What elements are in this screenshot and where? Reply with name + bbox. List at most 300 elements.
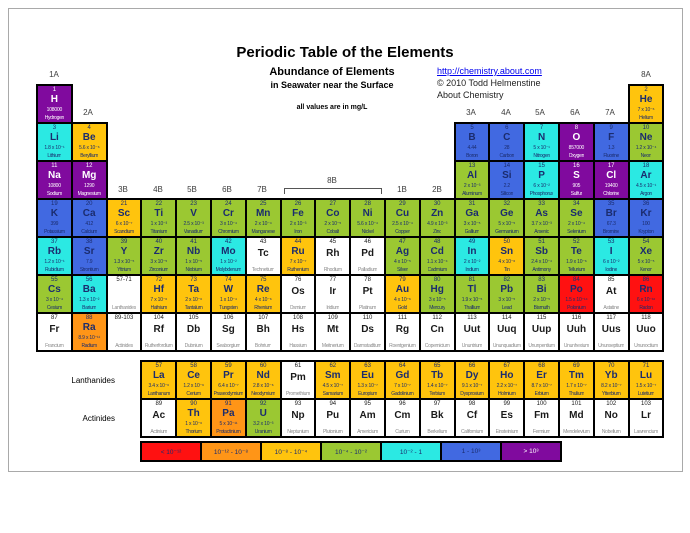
atomic-number: 86 (642, 277, 650, 283)
element-symbol: Dy (465, 370, 479, 381)
element-cell-Re (245, 274, 282, 314)
element-symbol: V (190, 208, 197, 219)
element-symbol: Np (291, 410, 305, 421)
element-symbol: Au (395, 284, 410, 295)
atomic-number: 60 (259, 363, 267, 369)
element-name: Boron (466, 153, 478, 159)
element-name: Ununtrium (461, 343, 483, 349)
abundance-value: 1 x 10⁻² (220, 259, 237, 265)
element-cell-Ho (488, 360, 525, 400)
element-cell-Rb (36, 236, 73, 276)
abundance-value: 1.3 x 10⁻² (79, 297, 100, 303)
atomic-number: 58 (190, 363, 197, 369)
element-symbol: Am (359, 410, 376, 421)
atomic-number: 105 (188, 315, 199, 321)
element-symbol: Tc (257, 248, 269, 259)
element-name: Roentgenium (389, 343, 416, 349)
group-label-6b: 6B (222, 185, 232, 194)
atomic-number: 112 (432, 315, 442, 321)
element-cell-Db (175, 312, 212, 352)
element-cell-Eu (349, 360, 386, 400)
atomic-number: 55 (51, 277, 58, 283)
element-name: Antimony (532, 267, 551, 273)
element-symbol: Ds (361, 324, 374, 335)
element-name: Zirconium (149, 267, 169, 273)
element-cell-Ta (175, 274, 212, 314)
abundance-value: 1.1 x 10⁻⁴ (426, 259, 448, 265)
element-name: Hassium (289, 343, 307, 349)
abundance-value: 7 x 10⁻⁷ (289, 259, 307, 265)
element-name: Ununhexium (563, 343, 589, 349)
element-name: Hydrogen (44, 115, 65, 121)
element-symbol: Sr (83, 246, 95, 257)
abundance-value: 6 x 10⁻² (603, 259, 620, 265)
atomic-number: 73 (190, 277, 197, 283)
element-name: Rhenium (254, 305, 273, 311)
element-name: Copernicium (424, 343, 450, 349)
element-cell-Fe (280, 198, 317, 238)
atomic-number: 39 (120, 239, 128, 245)
element-cell-Sc (106, 198, 143, 238)
group-label-5a: 5A (535, 108, 545, 117)
element-cell-Pb (488, 274, 525, 314)
element-name: Bohrium (254, 343, 272, 349)
element-cell-No (593, 398, 630, 438)
element-name: Actinides (115, 342, 133, 349)
element-symbol: Lu (639, 370, 653, 381)
element-name: Ruthenium (287, 267, 309, 273)
element-name: Californium (460, 429, 483, 435)
element-name: Iridium (326, 305, 340, 311)
abundance-value: 28 (504, 145, 510, 151)
group-8b-bracket (284, 188, 382, 194)
element-cell-In (454, 236, 491, 276)
element-name: Titanium (150, 229, 168, 235)
element-cell-Cl (593, 160, 630, 200)
element-cell-Ru (280, 236, 317, 276)
group-label-5b: 5B (187, 185, 197, 194)
atomic-number: 78 (364, 277, 371, 283)
element-cell-Rh (314, 236, 351, 276)
abundance-value: 2.2 x 10⁻⁷ (496, 383, 517, 389)
element-name: Lutetium (637, 391, 655, 397)
element-cell-Rg (384, 312, 421, 352)
abundance-value: 2.5 x 10⁻³ (183, 221, 204, 227)
atomic-number: 42 (225, 239, 232, 245)
element-name: Dysprosium (460, 391, 484, 397)
element-name: Europium (358, 391, 378, 397)
element-name: Actinium (150, 429, 168, 435)
abundance-value: 4.5 x 10⁻¹ (635, 183, 657, 189)
element-name: Terbium (429, 391, 446, 397)
atomic-number: 118 (641, 315, 651, 321)
atomic-number: 45 (329, 239, 337, 245)
atomic-number: 69 (573, 363, 580, 369)
abundance-value: 3 x 10⁻⁴ (45, 297, 63, 303)
element-cell-Cn (419, 312, 456, 352)
actinides-row-label: Actinides (82, 414, 115, 423)
element-symbol: Ru (291, 246, 305, 257)
element-symbol: Db (186, 324, 201, 335)
element-cell-Tc (245, 236, 282, 276)
element-symbol: Ba (82, 284, 96, 295)
element-cell-Ca (71, 198, 108, 238)
element-cell-Ds (349, 312, 386, 352)
element-cell-Ac (140, 398, 177, 438)
abundance-value: 3 x 10⁻⁵ (498, 297, 516, 303)
element-symbol: C (503, 132, 511, 143)
element-name: Dubnium (184, 343, 203, 349)
atomic-number: 63 (364, 363, 371, 369)
element-name: Neptunium (287, 429, 309, 435)
element-name: Phosphorus (529, 191, 554, 197)
element-symbol: Hg (430, 284, 444, 295)
atomic-number: 68 (538, 363, 545, 369)
abundance-value: 5 x 10⁻¹ (533, 145, 550, 151)
element-symbol: Cn (430, 324, 444, 335)
element-cell-Sb (523, 236, 560, 276)
atomic-number: 107 (258, 315, 269, 321)
abundance-value: 4.9 x 10⁻³ (427, 221, 448, 227)
atomic-number: 94 (329, 401, 337, 407)
element-name: Gallium (464, 229, 480, 235)
group-label-8b: 8B (327, 176, 337, 185)
element-cell-W (210, 274, 247, 314)
abundance-value: 1 x 10⁻⁴ (219, 297, 237, 303)
element-symbol: Pu (326, 410, 340, 421)
atomic-number: 33 (538, 201, 545, 207)
element-name: Thulium (568, 391, 585, 397)
element-name: Rubidium (45, 267, 64, 273)
element-symbol: Pd (361, 248, 374, 259)
element-cell-B (454, 122, 491, 162)
element-symbol: Uuq (497, 324, 517, 335)
atomic-number: 14 (503, 163, 511, 169)
atomic-number: 16 (573, 163, 580, 169)
element-name: Darmstadtium (353, 343, 382, 349)
element-name: Neodymium (251, 391, 276, 397)
abundance-value: 4 x 10⁻⁵ (394, 259, 411, 265)
atomic-number: 85 (607, 277, 615, 283)
element-symbol: Ho (500, 370, 514, 381)
atomic-number: 90 (190, 401, 197, 407)
abundance-value: 7 x 10⁻⁶ (150, 297, 168, 303)
element-cell-Pr (210, 360, 247, 400)
element-name: Carbon (499, 153, 515, 159)
element-name: Lithium (47, 153, 62, 159)
atomic-number: 2 (644, 87, 648, 93)
element-symbol: Kr (640, 208, 652, 219)
element-name: Praseodymium (213, 391, 244, 397)
element-symbol: Nd (256, 370, 270, 381)
group-label-3b: 3B (118, 185, 128, 194)
atomic-number: 99 (503, 401, 511, 407)
element-symbol: Uuo (636, 324, 656, 335)
chemistry-about-link[interactable]: http://chemistry.about.com (437, 66, 542, 76)
element-cell-Cf (454, 398, 491, 438)
element-name: Rutherfordium (144, 343, 173, 349)
subtitle-seawater: in Seawater near the Surface (270, 80, 394, 90)
atomic-number: 31 (468, 201, 476, 207)
element-name: Arsenic (534, 229, 549, 235)
element-name: Ununquadium (492, 343, 521, 349)
atomic-number: 89-103 (114, 315, 134, 321)
element-cell-S (558, 160, 595, 200)
element-name: Oxygen (568, 153, 585, 159)
atomic-number: 52 (573, 239, 580, 245)
element-symbol: Sg (222, 324, 235, 335)
atomic-number: 110 (362, 315, 373, 321)
element-name: Magnesium (77, 191, 101, 197)
element-name: Protactinium (216, 429, 241, 435)
atomic-number: 5 (470, 125, 474, 131)
element-name: Erbium (534, 391, 549, 397)
element-name: Holmium (497, 391, 516, 397)
element-name: Polonium (567, 305, 586, 311)
element-name: Platinum (359, 305, 377, 311)
element-symbol: Zn (431, 208, 444, 219)
atomic-number: 93 (294, 401, 302, 407)
element-cell-I (593, 236, 630, 276)
element-symbol: Sb (535, 246, 548, 257)
element-name: Ytterbium (601, 391, 621, 397)
atomic-number: 57-71 (116, 277, 132, 283)
element-symbol: No (604, 410, 618, 421)
element-symbol: Ni (362, 208, 373, 219)
atomic-number: 26 (294, 201, 302, 207)
element-name: Hafnium (150, 305, 168, 311)
element-name: Niobium (185, 267, 202, 273)
atomic-number: 117 (606, 315, 616, 321)
legend-item-cyan: 10⁻² - 1 (380, 441, 442, 462)
abundance-value: 9.1 x 10⁻⁷ (461, 383, 483, 389)
atomic-number: 43 (259, 239, 267, 245)
element-symbol: Yb (604, 370, 618, 381)
element-name: Indium (465, 267, 479, 273)
atomic-number: 75 (259, 277, 267, 283)
element-cell-57-71 (106, 274, 143, 314)
element-cell-P (523, 160, 560, 200)
group-label-1a: 1A (49, 70, 59, 79)
abundance-value: 5 x 10⁻⁵ (498, 221, 516, 227)
element-name: Gold (397, 305, 408, 311)
atomic-number: 89 (155, 401, 163, 407)
element-symbol: Cd (430, 246, 444, 257)
element-name: Fermium (532, 429, 551, 435)
abundance-value: 2.8 x 10⁻⁶ (252, 383, 274, 389)
element-symbol: Cm (394, 410, 411, 421)
element-symbol: Pt (362, 286, 373, 297)
element-cell-V (175, 198, 212, 238)
group-label-2b: 2B (432, 185, 442, 194)
atomic-number: 62 (329, 363, 337, 369)
element-name: Tin (503, 267, 510, 273)
atomic-number: 48 (433, 239, 441, 245)
element-symbol: Uut (463, 324, 481, 335)
abundance-value: 5.6 x 10⁻⁴ (357, 221, 378, 227)
element-cell-Yb (593, 360, 630, 400)
legend-item-blue: 1 - 10³ (440, 441, 502, 462)
legend-item-orange: 10⁻¹² - 10⁻⁸ (200, 441, 262, 462)
atomic-number: 8 (574, 125, 579, 131)
element-symbol: Br (605, 208, 617, 219)
element-name: Germanium (495, 229, 519, 235)
element-cell-K (36, 198, 73, 238)
atomic-number: 106 (223, 315, 234, 321)
element-symbol: Bh (256, 324, 270, 335)
atomic-number: 113 (467, 315, 477, 321)
abundance-value: 2 x 10⁻² (463, 259, 481, 265)
atomic-number: 46 (364, 239, 371, 245)
abundance-value: 1.8 x 10⁻¹ (44, 145, 65, 151)
abundance-value: 1.3 x 10⁻⁵ (113, 259, 135, 265)
abundance-value: 2 x 10⁻³ (289, 221, 307, 227)
element-name: Thallium (463, 305, 481, 311)
abundance-value: 10800 (47, 183, 61, 189)
element-name: Seaborgium (216, 343, 241, 349)
element-symbol: Se (570, 208, 583, 219)
element-cell-Hs (280, 312, 317, 352)
element-symbol: Y (120, 246, 128, 257)
element-name: Promethium (286, 391, 310, 397)
abundance-value: 3.7 x 10⁻³ (531, 221, 552, 227)
subtitle-abundance: Abundance of Elements (269, 66, 395, 78)
element-cell-Ti (140, 198, 177, 238)
element-name: Silver (397, 267, 408, 273)
element-name: Ununpentium (528, 343, 555, 349)
atomic-number: 9 (609, 125, 613, 131)
abundance-value: 1.5 x 10⁻⁷ (635, 383, 657, 389)
element-cell-Mo (210, 236, 247, 276)
element-symbol: Ge (500, 208, 514, 219)
element-symbol: Bk (430, 410, 444, 421)
element-cell-Ir (314, 274, 351, 314)
abundance-value: 2.5 x 10⁻⁴ (392, 221, 413, 227)
element-symbol: Bi (536, 284, 547, 295)
atomic-number: 34 (573, 201, 580, 207)
atomic-number: 81 (468, 277, 476, 283)
element-cell-Pu (314, 398, 351, 438)
abundance-value: 1.4 x 10⁻⁷ (427, 383, 448, 389)
element-symbol: Zr (153, 246, 164, 257)
abundance-value: 1 x 10⁻⁵ (185, 259, 202, 265)
atomic-number: 61 (294, 363, 302, 369)
abundance-value: 4.44 (467, 145, 477, 151)
atomic-number: 100 (536, 401, 547, 407)
element-name: Tantalum (184, 305, 203, 311)
element-cell-He (628, 84, 665, 124)
atomic-number: 32 (503, 201, 511, 207)
group-label-8a: 8A (641, 70, 651, 79)
element-symbol: Fr (49, 324, 60, 335)
element-symbol: At (605, 286, 617, 297)
element-cell-Tm (558, 360, 595, 400)
legend-item-green: 10⁻⁴ - 10⁻² (320, 441, 382, 462)
abundance-value: 6.4 x 10⁻⁷ (218, 383, 239, 389)
group-label-7b: 7B (257, 185, 267, 194)
atomic-number: 40 (155, 239, 163, 245)
element-name: Molybdenum (215, 267, 242, 273)
element-symbol: Sc (117, 208, 131, 219)
element-name: Chlorine (603, 191, 620, 197)
atomic-number: 104 (153, 315, 164, 321)
atomic-number: 101 (571, 401, 582, 407)
element-name: Chromium (218, 229, 239, 235)
atomic-number: 19 (51, 201, 58, 207)
element-symbol: Rg (395, 324, 410, 335)
element-cell-Pm (280, 360, 317, 400)
group-label-7a: 7A (605, 108, 615, 117)
element-name: Sodium (46, 191, 62, 197)
element-name: Zinc (433, 229, 442, 235)
atomic-number: 96 (399, 401, 406, 407)
abundance-value: 3 x 10⁻⁵ (150, 259, 168, 265)
abundance-value: 67.3 (606, 221, 616, 227)
element-symbol: Ta (188, 284, 200, 295)
element-symbol: Rn (639, 284, 653, 295)
element-cell-Lu (628, 360, 665, 400)
element-cell-La (140, 360, 177, 400)
element-cell-Sm (314, 360, 351, 400)
atomic-number: 15 (538, 163, 545, 169)
element-symbol: Mn (255, 208, 271, 219)
element-cell-Cm (384, 398, 421, 438)
element-cell-Rn (628, 274, 665, 314)
element-cell-Uup (523, 312, 560, 352)
abundance-value: 2 x 10⁻⁴ (254, 221, 272, 227)
element-symbol: Lr (640, 410, 651, 421)
element-cell-Ce (175, 360, 212, 400)
element-name: Selenium (567, 229, 586, 235)
element-symbol: Ar (640, 170, 652, 181)
abundance-value: 3 x 10⁻⁵ (463, 221, 481, 227)
element-cell-F (593, 122, 630, 162)
element-name: Bromine (602, 229, 620, 235)
atomic-number: 21 (120, 201, 128, 207)
abundance-value: 2.2 (503, 183, 510, 189)
group-label-4a: 4A (501, 108, 511, 117)
element-symbol: Th (187, 408, 200, 419)
element-cell-O (558, 122, 595, 162)
atomic-number: 37 (51, 239, 58, 245)
atomic-number: 11 (51, 163, 58, 169)
abundance-value: 2 x 10⁻⁴ (567, 221, 585, 227)
element-cell-Zr (140, 236, 177, 276)
element-symbol: Na (48, 170, 61, 181)
atomic-number: 87 (51, 315, 58, 321)
abundance-value: 2 x 10⁻⁵ (324, 221, 342, 227)
element-symbol: Pa (222, 408, 235, 419)
atomic-number: 102 (606, 401, 617, 407)
element-symbol: Tl (467, 284, 477, 295)
abundance-value: 1290 (84, 183, 95, 189)
element-symbol: Be (82, 132, 96, 143)
element-name: Aluminum (462, 191, 482, 197)
abundance-value: 5 x 10⁻¹¹ (219, 421, 238, 427)
element-cell-Am (349, 398, 386, 438)
abundance-value: 1.3 x 10⁻⁷ (357, 383, 378, 389)
element-symbol: Fm (534, 410, 550, 421)
element-name: Plutonium (323, 429, 343, 435)
element-symbol: Ag (395, 246, 410, 257)
element-cell-89-103 (106, 312, 143, 352)
element-name: Berkelium (427, 429, 447, 435)
element-cell-Dy (454, 360, 491, 400)
element-symbol: Ac (152, 410, 166, 421)
element-cell-C (488, 122, 525, 162)
element-name: Manganese (251, 229, 275, 235)
element-cell-Tb (419, 360, 456, 400)
